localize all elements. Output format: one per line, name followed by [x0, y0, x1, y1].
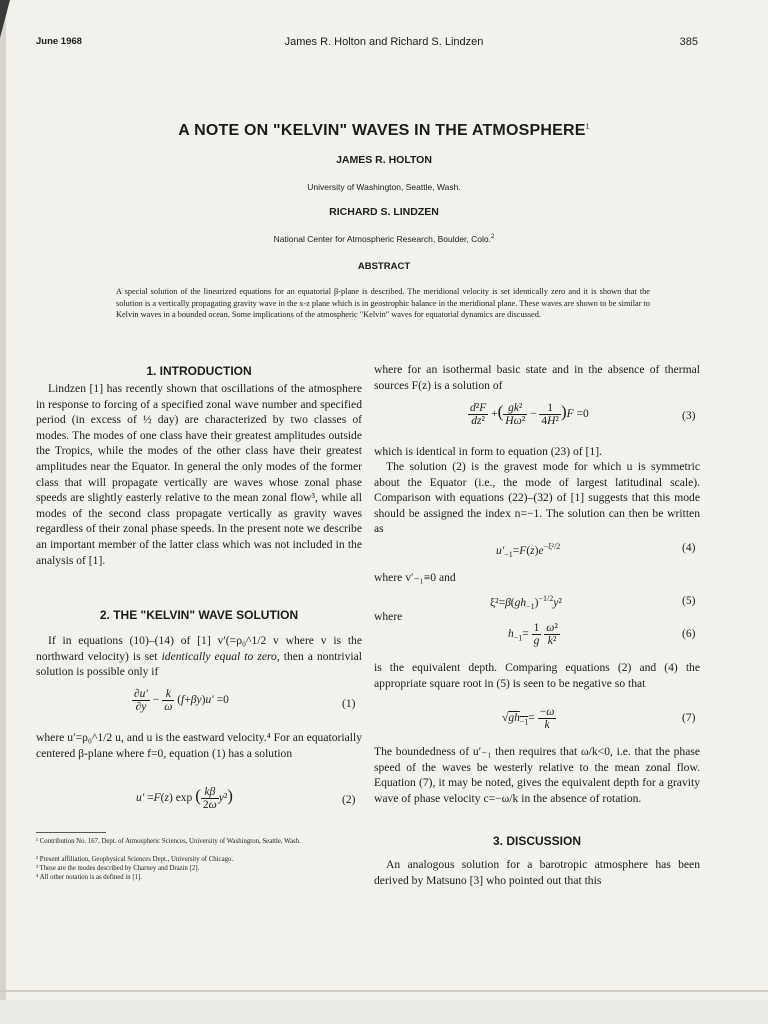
equation-5: $\xi^2=\beta(gh_{-1})^{-1/2}y^2$ [490, 594, 562, 612]
scan-corner-mark [0, 0, 10, 38]
paper-title [0, 122, 768, 140]
author-2-name: RICHARD S. LINDZEN [329, 206, 439, 218]
abstract-heading: ABSTRACT [357, 261, 411, 272]
equation-number-5: (5) [682, 595, 696, 607]
right-paragraph-4: where v′₋₁≡0 and [374, 571, 456, 584]
equation-number-6: (6) [682, 628, 696, 640]
right-paragraph-5: is the equivalent depth. Comparing equations (2) and (4) the appropriate square root in (5) is seen to be negative so that [374, 661, 700, 690]
equation-7: $√gh_{-1}=$ $\frac{-\omega}{k}$ [502, 706, 555, 731]
right-paragraph-1: where for an isothermal basic state and in the absence of thermal sources F(z) is a solution of [374, 363, 700, 392]
equation-number-3: (3) [682, 410, 696, 422]
footnote-4: ⁴ All other notation is as defined in [1]. [36, 874, 143, 881]
author-1-name: JAMES R. HOLTON [336, 154, 432, 166]
footnote-rule [36, 832, 106, 833]
right-paragraph-3: The solution (2) is the gravest mode for which u is symmetric about the Equator (i.e., the mode of largest latitudinal scale). Comparison with equations (22)–(32) of [1] suggests that this mode should be assigned the index n=−1. The solution can then be written as [374, 460, 700, 536]
author-2-affiliation-line [0, 234, 768, 244]
right-paragraph-6: The boundedness of u′₋₁ then requires that ω/k<0, i.e. that the phase speed of the waves be westerly relative to the mean zonal flow. Equation (7), it may be noted, gives the equivalent depth for a gravity wave of phase velocity c=−ω/k in the absence of rotation. [374, 745, 700, 805]
author-2-affiliation: National Center for Atmospheric Research, Boulder, Colo. [273, 234, 491, 244]
abstract-text: A special solution of the linearized equations for an equatorial β-plane is described. The meridional velocity is set identically zero and it is shown that the solution is a vertically propagating gravity wave in the x-z plane which is in geostrophic balance in the meridional plane. These waves are shown to be similar to Kelvin waves in a bounded ocean. Some implications of the atmospheric "Kelvin" waves for equatorial dynamics are discussed. [116, 287, 650, 320]
equation-2: u′ =F(z) exp ( $\frac{k\beta}{2\omega}$ y²) [136, 786, 233, 811]
discussion-paragraph: An analogous solution for a barotropic atmosphere has been derived by Matsuno [3] who pointed out that this [374, 858, 700, 887]
kelvin-paragraph-1 [36, 633, 362, 680]
equation-number-1: (1) [342, 698, 356, 710]
scan-artifact-line [0, 990, 768, 992]
section-heading-kelvin-wave: 2. THE "KELVIN" WAVE SOLUTION [99, 608, 299, 622]
equation-4: $u'_{-1}=F(z)e^{-\xi^2/2}$ [496, 542, 561, 560]
affiliation-footnote-mark: 2 [491, 234, 495, 241]
introduction-paragraph: Lindzen [1] has recently shown that oscillations of the atmosphere in response to forcing of a specified zonal wave number and specified period (in excess of ½ day) are characterized by two classes of modes. The modes of one class have their greatest amplitudes outside the Tropics, while the modes of the other class have their greatest amplitudes near the Equator. In general the only modes of the former class that will propagate vertically are waves whose zonal phase speeds are slightly easterly relative to the mean zonal flow³, while all modes of the second class propagate vertically as gravity waves regardless of their zonal phase speeds. In the present note we describe an important member of the latter class which was not included in the analysis of [1]. [36, 382, 362, 567]
right-where: where [374, 610, 403, 623]
title-footnote-mark: 1 [585, 123, 590, 131]
equation-number-2: (2) [342, 794, 356, 806]
author-1-affiliation: University of Washington, Seattle, Wash. [307, 182, 461, 192]
header-authors: James R. Holton and Richard S. Lindzen [284, 36, 484, 48]
header-page-number: 385 [679, 36, 698, 48]
right-paragraph-2: which is identical in form to equation (23) of [1]. [374, 445, 602, 458]
equation-number-7: (7) [682, 712, 696, 724]
footnote-3: ³ These are the modes described by Charney and Drazin [2]. [36, 865, 200, 872]
equation-1: $\frac{\partial u'}{\partial y}$ − $\frac{k}{\omega}$ (f+βy)u′ =0 [134, 688, 229, 713]
title-text: A NOTE ON "KELVIN" WAVES IN THE ATMOSPHERE [178, 122, 586, 139]
kelvin-text-a: If in equations (10)–(14) of [1] v′(=ρ₀^1/2 v where v is the northward velocity) is set [36, 634, 362, 663]
kelvin-text-emphasis: identically equal to zero [161, 649, 277, 663]
equation-3: $\frac{\text{d²F}}{\text{dz²}}$ +( $\frac{\text{gk²}}{\text{Hω²}}$ − $\frac{1}{\text{4H²}}$ )F =0 [470, 402, 589, 427]
section-heading-discussion: 3. DISCUSSION [492, 834, 582, 848]
kelvin-paragraph-2: where u′=ρ₀^1/2 u, and u is the eastward velocity.⁴ For an equatorially centered β-plane where f=0, equation (1) has a solution [36, 731, 362, 760]
section-heading-introduction: 1. INTRODUCTION [146, 364, 252, 378]
equation-number-4: (4) [682, 542, 696, 554]
kelvin-text-b: , then a nontrivial solution is possible only if [36, 649, 362, 679]
header-date: June 1968 [36, 36, 82, 47]
equation-6: $h_{-1}=$ $\frac{1}{g}$ $\frac{\text{ω²}}{\text{k²}}$ [508, 622, 558, 647]
scan-bottom-band [0, 1000, 768, 1024]
footnote-2: ² Present affiliation, Geophysical Sciences Dept., University of Chicago. [36, 856, 234, 863]
footnote-1: ¹ Contribution No. 167, Dept. of Atmospheric Sciences, University of Washington, Seattle, Wash. [36, 838, 301, 845]
